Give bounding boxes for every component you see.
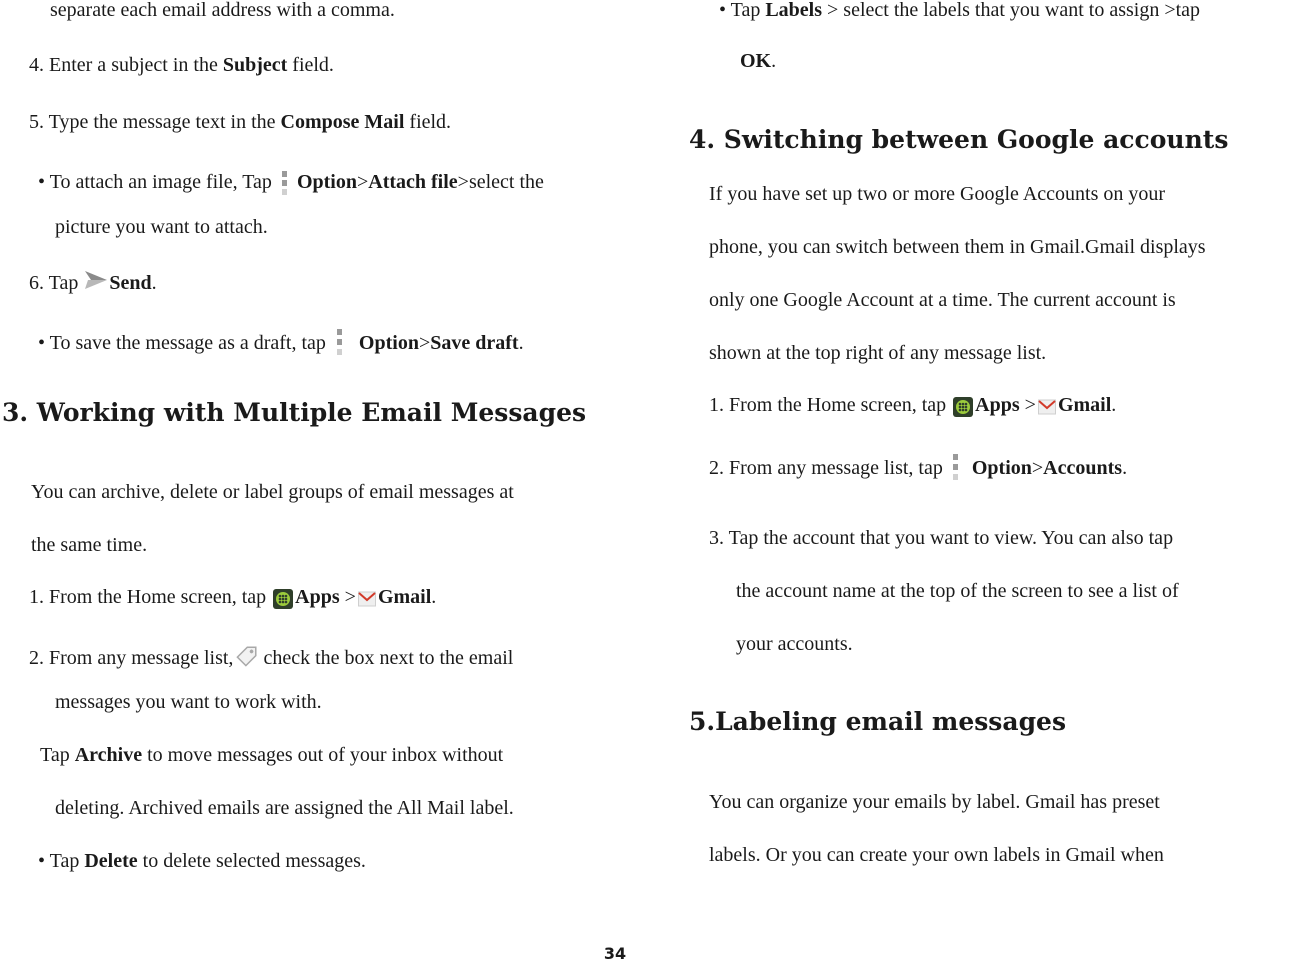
- bullet-attach-file-cont: picture you want to attach.: [55, 216, 268, 238]
- label-tag-icon: [233, 640, 263, 674]
- apps-icon: [953, 397, 973, 421]
- step-tap-account: 3. Tap the account that you want to view. You can also tap: [709, 527, 1174, 549]
- bullet-delete: • Tap Delete to delete selected messages.: [38, 850, 366, 872]
- paragraph-line: phone, you can switch between them in Gmail.Gmail displays: [709, 236, 1206, 258]
- step-enter-subject: 4. Enter a subject in the Subject field.: [29, 54, 334, 76]
- step-open-gmail: 1. From the Home screen, tap Apps > Gmail.: [709, 393, 1116, 421]
- send-icon: [85, 269, 107, 299]
- bullet-attach-file: • To attach an image file, Tap Option>Attach file>select the: [38, 170, 544, 200]
- section-heading-4: 4. Switching between Google accounts: [689, 125, 1229, 154]
- paragraph-line: labels. Or you can create your own labels in Gmail when: [709, 844, 1164, 866]
- paragraph-line: only one Google Account at a time. The current account is: [709, 289, 1176, 311]
- text-line: separate each email address with a comma.: [50, 0, 395, 21]
- gmail-icon: [1038, 397, 1056, 421]
- section-heading-5: 5.Labeling email messages: [689, 707, 1067, 736]
- page-number: 34: [603, 944, 627, 963]
- bullet-labels: • Tap Labels > select the labels that you want to assign >tap: [719, 0, 1201, 21]
- paragraph-line: the same time.: [31, 534, 148, 556]
- step-check-box: 2. From any message list, check the box next to the email: [29, 640, 513, 674]
- paragraph-line: shown at the top right of any message list.: [709, 342, 1047, 364]
- paragraph-line: You can organize your emails by label. Gmail has preset: [709, 791, 1160, 813]
- option-menu-icon: [950, 454, 962, 486]
- tap-archive: Tap Archive to move messages out of your inbox without: [40, 744, 504, 766]
- bullet-save-draft: • To save the message as a draft, tap Option>Save draft.: [38, 329, 524, 361]
- bullet-labels-cont: OK.: [740, 50, 777, 72]
- option-menu-icon: [333, 329, 347, 361]
- paragraph-line: You can archive, delete or label groups of email messages at: [31, 481, 514, 503]
- tap-archive-cont: deleting. Archived emails are assigned the All Mail label.: [55, 797, 514, 819]
- step-tap-account-cont: your accounts.: [736, 633, 853, 655]
- apps-icon: [273, 589, 293, 613]
- option-menu-icon: [279, 170, 295, 200]
- gmail-icon: [358, 589, 376, 613]
- section-heading-3: 3. Working with Multiple Email Messages: [2, 398, 587, 427]
- step-open-accounts: 2. From any message list, tap Option>Accounts.: [709, 454, 1127, 486]
- step-type-message: 5. Type the message text in the Compose Mail field.: [29, 111, 452, 133]
- step-check-box-cont: messages you want to work with.: [55, 691, 322, 713]
- step-tap-account-cont: the account name at the top of the screen to see a list of: [736, 580, 1179, 602]
- step-tap-send: 6. Tap Send.: [29, 269, 157, 299]
- step-open-gmail: 1. From the Home screen, tap Apps > Gmail.: [29, 585, 436, 613]
- paragraph-line: If you have set up two or more Google Accounts on your: [709, 183, 1166, 205]
